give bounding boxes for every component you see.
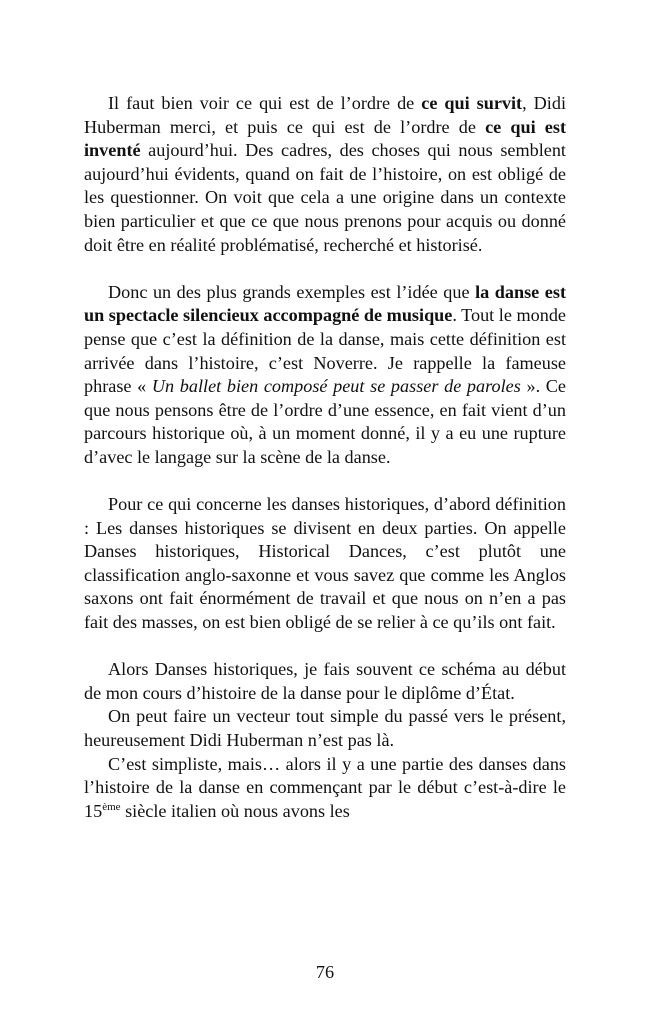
paragraph-5 bbox=[84, 705, 566, 752]
text-segment: Donc un des plus grands exemples est l’idée que bbox=[108, 281, 476, 302]
text-segment: Il faut bien voir ce qui est de l’ordre de bbox=[108, 93, 422, 113]
paragraph-2 bbox=[84, 281, 566, 470]
paragraph-3 bbox=[84, 493, 566, 635]
italic-quote: Un ballet bien composé peut se passer de paroles bbox=[151, 376, 521, 397]
bold-phrase: la danse est un spectacle silencieux accompagné de musique bbox=[84, 281, 566, 326]
text-segment: . Tout le monde pense que c’est la définition de la danse, mais cette définition est arrivée dans l’histoire, c’est Noverre. Je rappelle la fameuse phrase « bbox=[84, 305, 566, 397]
page-body bbox=[84, 92, 566, 823]
text-segment: , Didi Huberman merci, et puis ce qui est de l’ordre de bbox=[84, 93, 566, 137]
text-segment: Pour ce qui concerne les danses historiques, d’abord définition : Les danses historiques se divisent en deux parties. On appelle Danses historiques, Historical Dances, c’est plutôt une classification anglo-saxonne et vous savez que comme les Anglos saxons ont fait énormément de travail et que nous on n’en a pas fait des masses, on est bien obligé de se relier à ce qu’ils ont fait. bbox=[84, 494, 566, 633]
text-segment: aujourd’hui. Des cadres, des choses qui nous semblent aujourd’hui évidents, quand on fait de l’histoire, on est obligé de les questionner. On voit que cela a une origine dans un contexte bien particulier et que ce que nous prenons pour acquis ou donné doit être en réalité problématisé, recherché et historisé. bbox=[84, 140, 566, 255]
superscript-ordinal: ème bbox=[102, 800, 121, 813]
text-segment: On peut faire un vecteur tout simple du passé vers le présent, heureusement Didi Huberman n’est pas là. bbox=[84, 706, 566, 751]
bold-phrase: ce qui est inventé bbox=[84, 116, 566, 161]
paragraph-1 bbox=[84, 92, 566, 257]
paragraph-6 bbox=[84, 753, 566, 824]
text-segment: Alors Danses historiques, je fais souvent ce schéma au début de mon cours d’histoire de la danse pour le diplôme d’État. bbox=[84, 659, 566, 703]
page-number: 76 bbox=[315, 962, 335, 982]
text-segment: C’est simpliste, mais… alors il y a une partie des danses dans l’histoire de la danse en commençant par le début c’est-à-dire le 15 bbox=[84, 753, 566, 821]
text-segment: siècle italien où nous avons les bbox=[120, 800, 350, 821]
bold-phrase: ce qui survit bbox=[421, 93, 523, 113]
text-segment: ». Ce que nous pensons être de l’ordre d’une essence, en fait vient d’un parcours historique où, à un moment donné, il y a eu une rupture d’avec le langage sur la scène de la danse. bbox=[84, 376, 566, 467]
paragraph-4 bbox=[84, 658, 566, 705]
